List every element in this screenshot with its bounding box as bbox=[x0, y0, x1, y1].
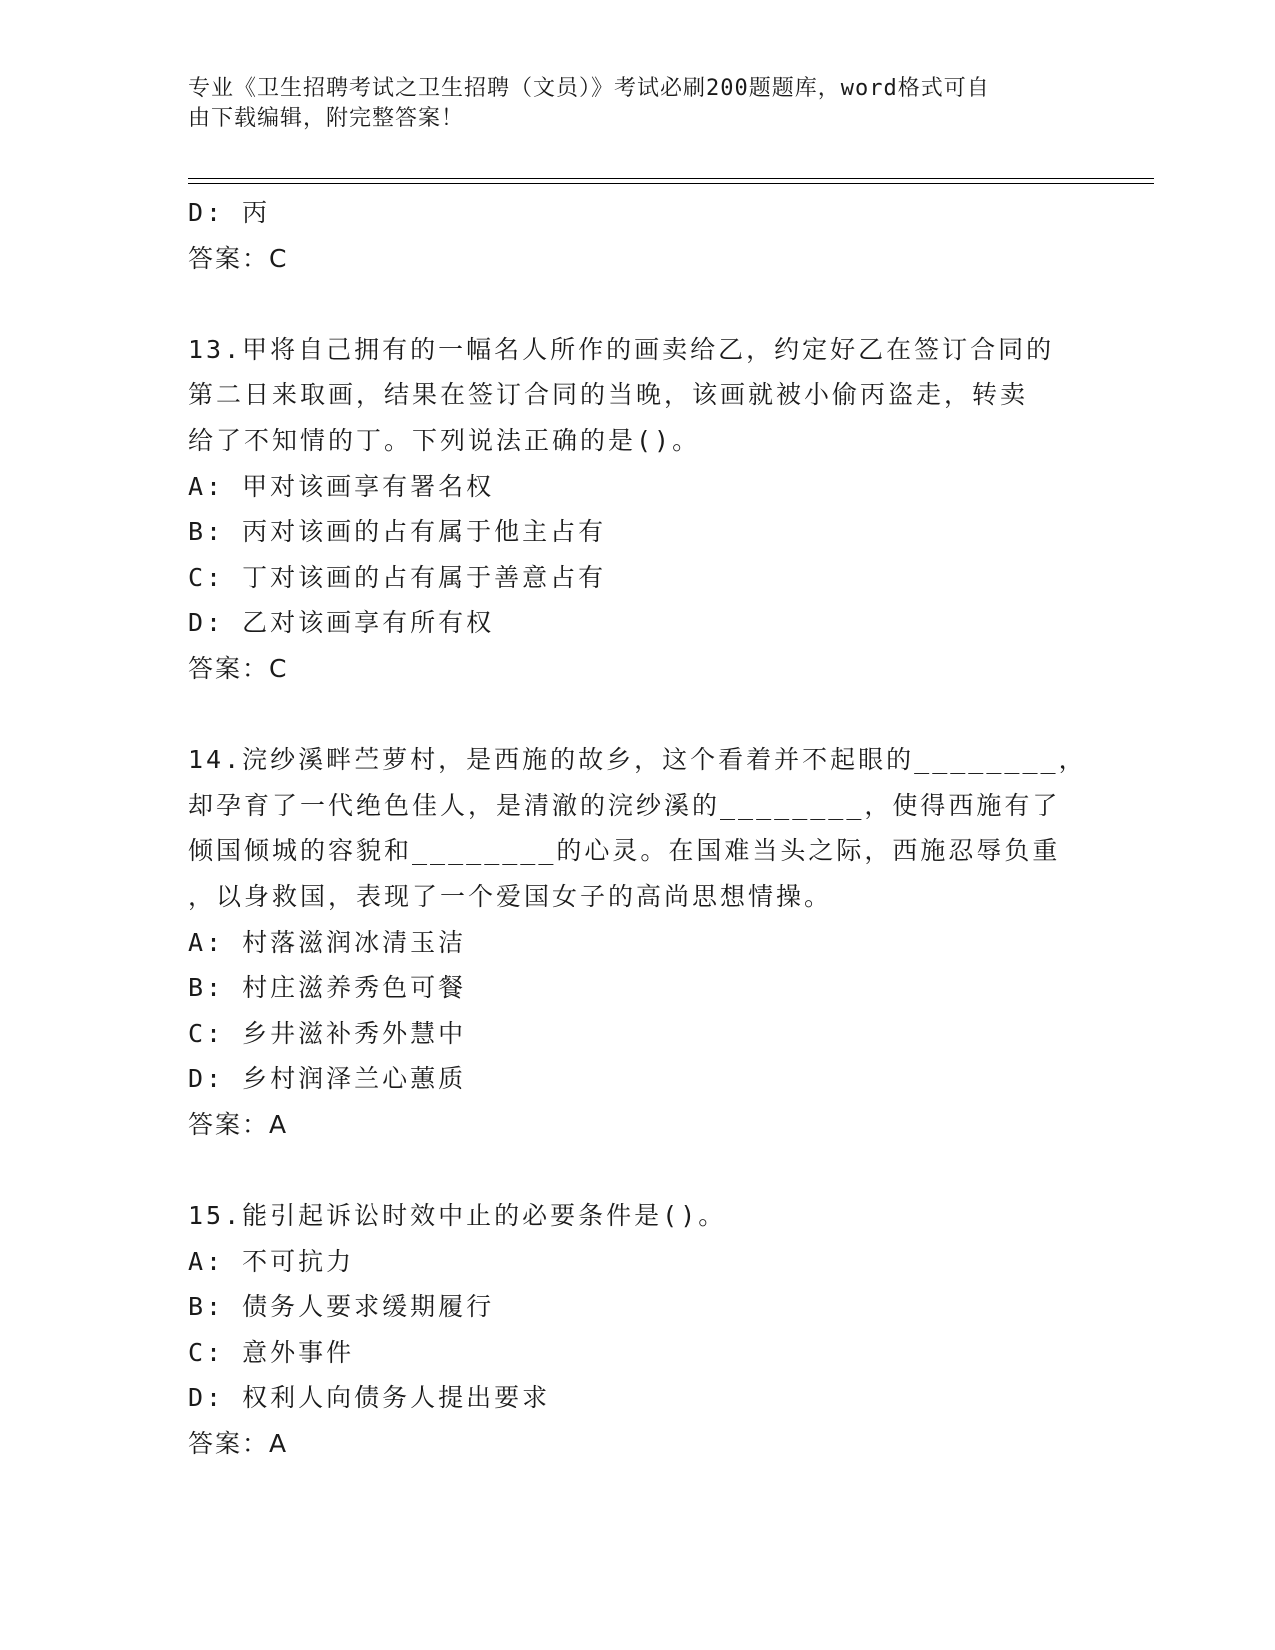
option-a: A: 不可抗力 bbox=[188, 1246, 355, 1276]
answer: 答案：A bbox=[188, 1429, 289, 1459]
option-d: D: 权利人向债务人提出要求 bbox=[188, 1383, 551, 1413]
question-stem-line: ，以身救国，表现了一个爱国女子的高尚思想情操。 bbox=[188, 881, 833, 911]
prev-answer: 答案：C bbox=[188, 243, 289, 273]
question-stem-line: 倾国倾城的容貌和________的心灵。在国难当头之际，西施忍辱负重 bbox=[188, 836, 1061, 866]
question-stem-line: 14.浣纱溪畔苎萝村，是西施的故乡，这个看着并不起眼的________， bbox=[188, 745, 1087, 775]
header-title-line-1: 专业《卫生招聘考试之卫生招聘（文员）》考试必刷200题题库，word格式可自 bbox=[188, 76, 990, 101]
question-14 bbox=[188, 737, 1088, 1147]
question-stem-line: 第二日来取画，结果在签订合同的当晚，该画就被小偷丙盗走，转卖 bbox=[188, 380, 1029, 410]
answer: 答案：C bbox=[188, 653, 289, 683]
option-a: A: 村落滋润冰清玉洁 bbox=[188, 927, 467, 957]
header-divider-top bbox=[188, 178, 1154, 179]
question-15 bbox=[188, 1193, 1088, 1467]
question-stem-line: 13.甲将自己拥有的一幅名人所作的画卖给乙，约定好乙在签订合同的 bbox=[188, 334, 1055, 364]
option-d: D: 乙对该画享有所有权 bbox=[188, 608, 495, 638]
answer: 答案：A bbox=[188, 1109, 289, 1139]
spacer bbox=[188, 281, 1088, 327]
option-c: C: 乡井滋补秀外慧中 bbox=[188, 1018, 467, 1048]
header-divider-bottom bbox=[188, 183, 1154, 184]
option-c: C: 意外事件 bbox=[188, 1337, 355, 1367]
spacer bbox=[188, 1147, 1088, 1193]
option-a: A: 甲对该画享有署名权 bbox=[188, 471, 495, 501]
header-title-line-2: 由下载编辑，附完整答案！ bbox=[188, 106, 465, 131]
option-d: D: 乡村润泽兰心蕙质 bbox=[188, 1064, 467, 1094]
question-stem-line: 15.能引起诉讼时效中止的必要条件是()。 bbox=[188, 1201, 727, 1231]
spacer bbox=[188, 692, 1088, 738]
option-b: B: 丙对该画的占有属于他主占有 bbox=[188, 517, 607, 547]
option-c: C: 丁对该画的占有属于善意占有 bbox=[188, 562, 607, 592]
question-stem-line: 给了不知情的丁。下列说法正确的是()。 bbox=[188, 425, 701, 455]
document-header bbox=[188, 74, 1088, 134]
prev-option-d: D: 丙 bbox=[188, 198, 271, 227]
question-13 bbox=[188, 327, 1088, 692]
option-b: B: 债务人要求缓期履行 bbox=[188, 1292, 495, 1322]
question-list bbox=[188, 190, 1088, 1467]
question-stem-line: 却孕育了一代绝色佳人，是清澈的浣纱溪的________，使得西施有了 bbox=[188, 790, 1061, 820]
option-b: B: 村庄滋养秀色可餐 bbox=[188, 973, 467, 1003]
